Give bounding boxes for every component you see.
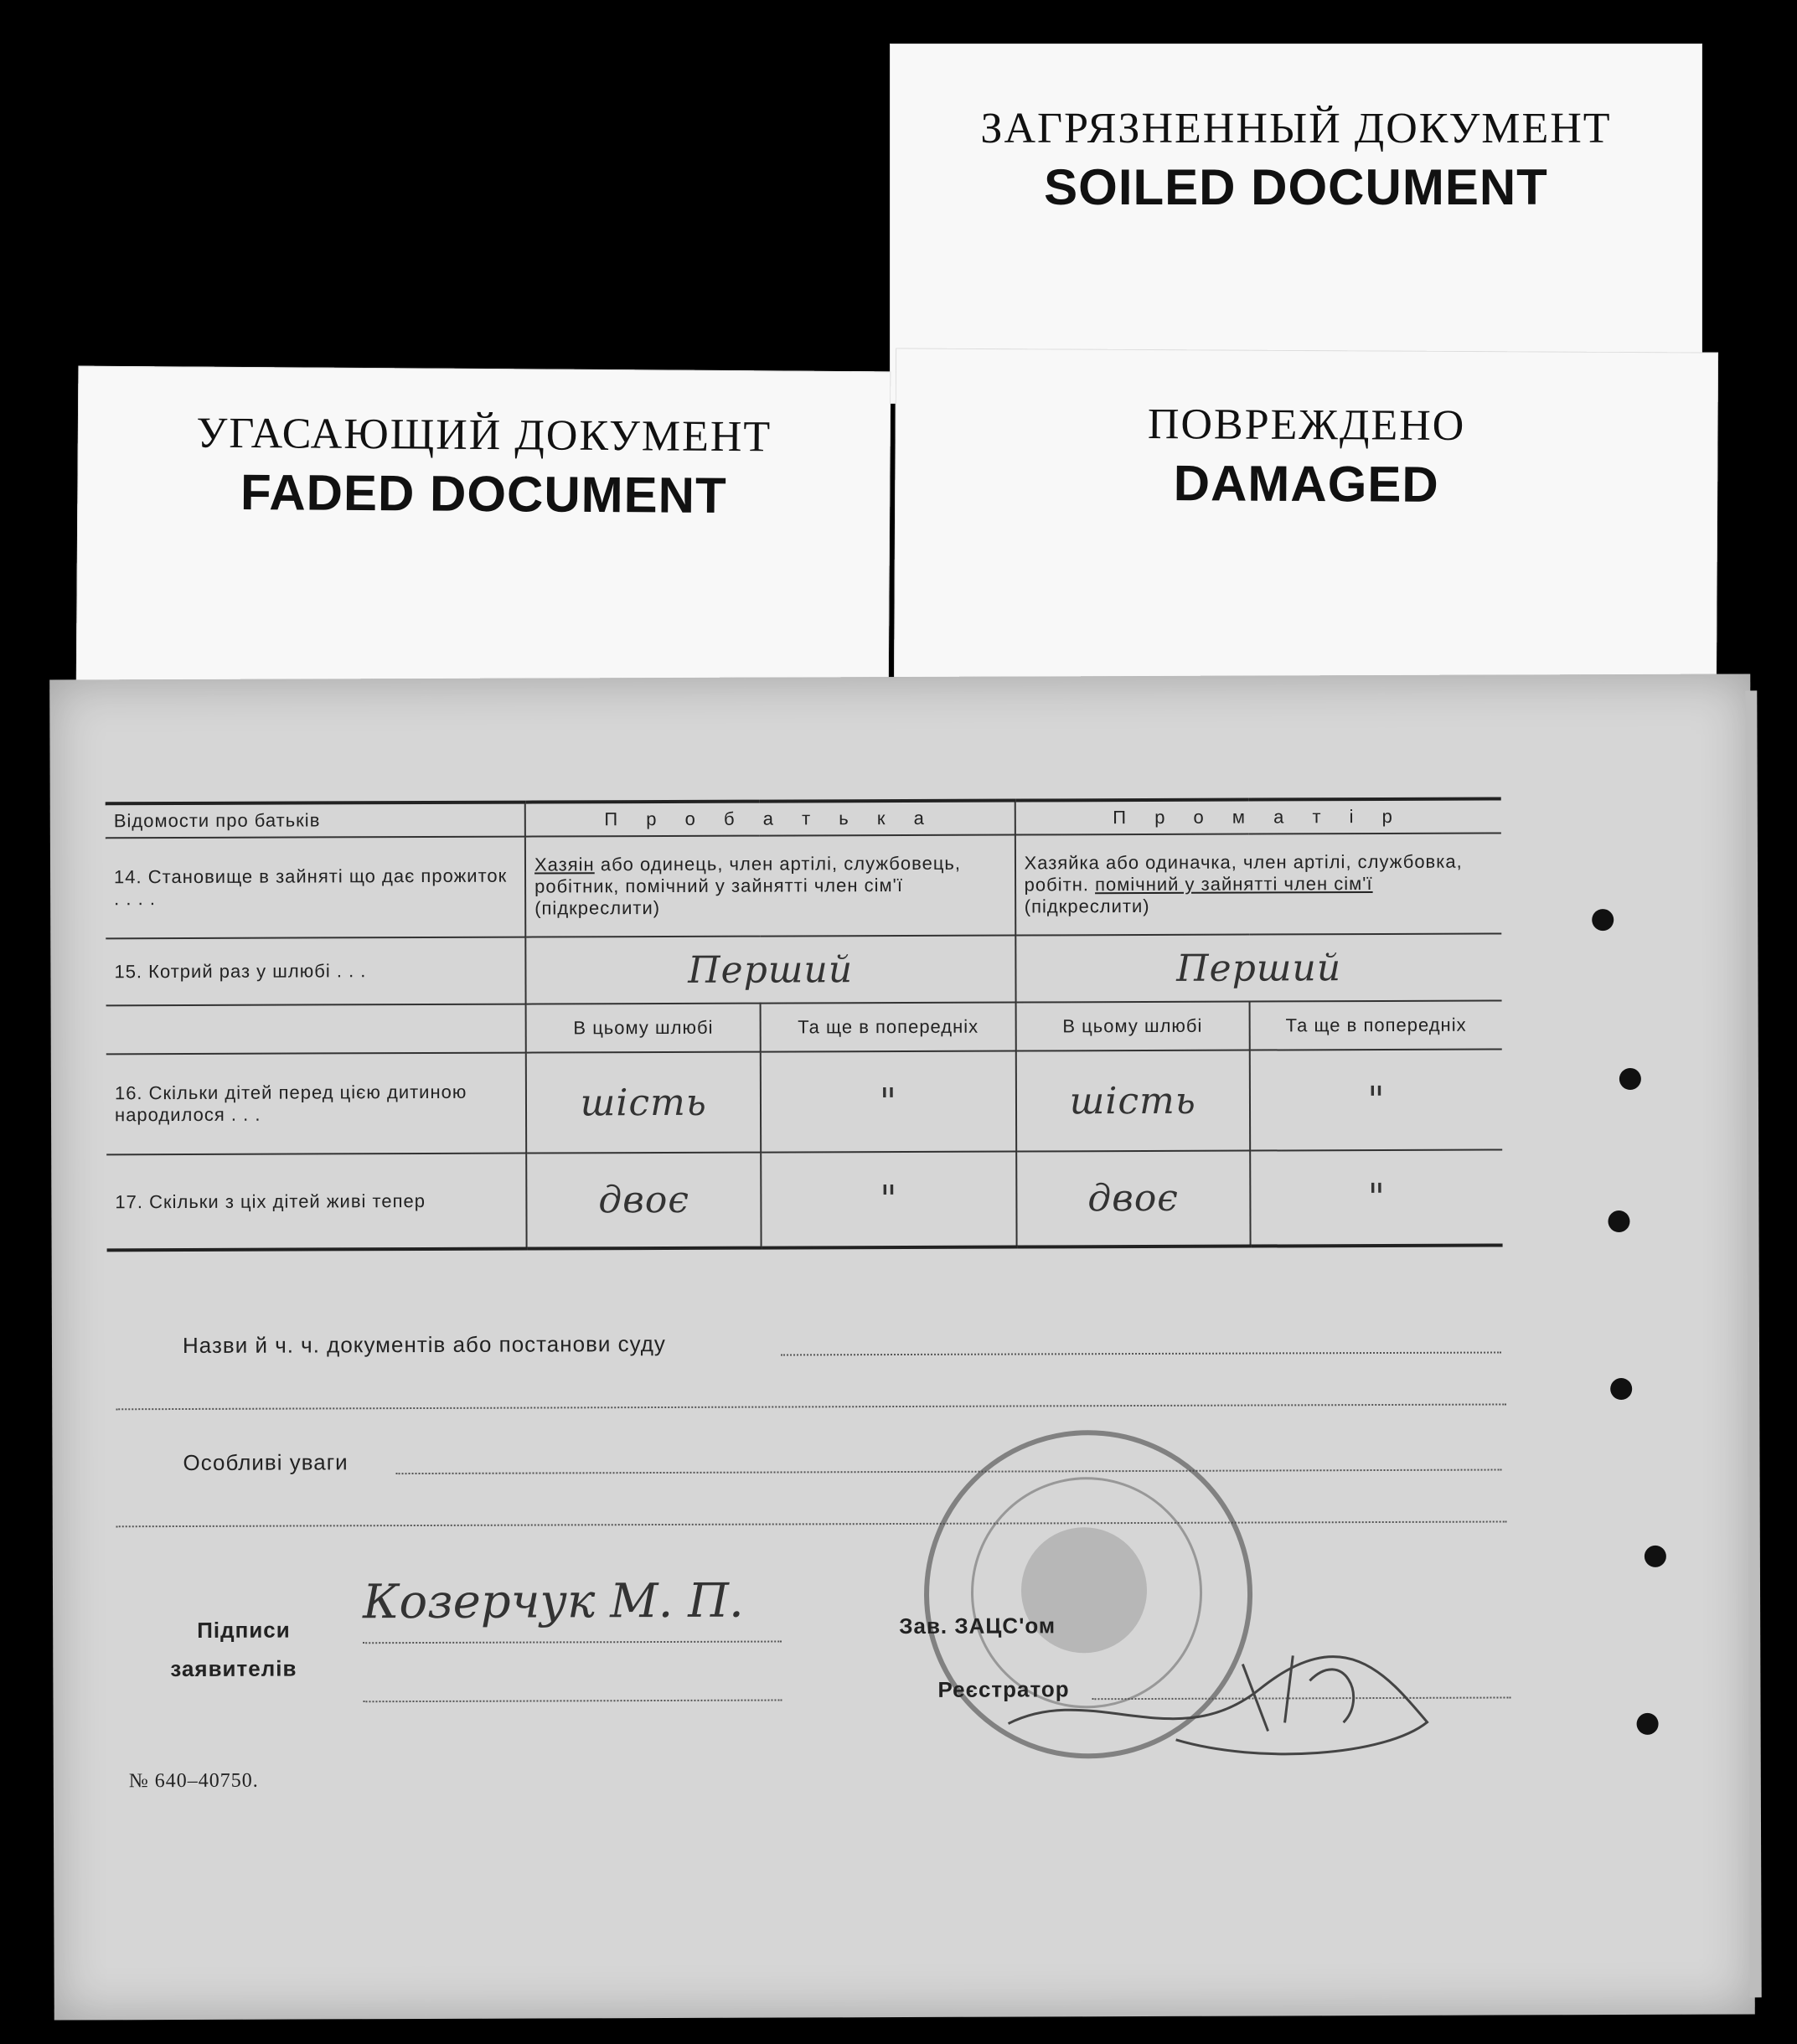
row14-label: 14. Становище в зайняті що дає прожиток . . . . — [106, 837, 525, 939]
soiled-label-en: SOILED DOCUMENT — [1044, 159, 1548, 215]
signatures-label-2: заявителів — [170, 1655, 297, 1682]
row17-father-prev: " — [762, 1152, 1016, 1248]
row14-mother — [1015, 834, 1501, 936]
documents-line — [781, 1352, 1501, 1356]
faded-document-label — [76, 366, 891, 707]
row15-label: 15. Котрий раз у шлюбі . . . — [106, 937, 525, 1006]
faded-label-en: FADED DOCUMENT — [240, 463, 727, 524]
row16-father-this: шість — [526, 1052, 762, 1154]
row17-label: 17. Скільки з ціх дітей живі тепер — [106, 1154, 526, 1251]
notes-line-2 — [116, 1520, 1507, 1527]
punch-hole — [1608, 1210, 1629, 1232]
documents-line-2 — [116, 1403, 1506, 1410]
subheader-father-prev: Та ще в попередніх — [761, 1003, 1015, 1052]
row16-label: 16. Скільки дітей перед цією дитиною народилося . . . — [106, 1053, 526, 1155]
row16-mother-prev: " — [1250, 1049, 1503, 1150]
punch-hole — [1645, 1546, 1666, 1567]
registrar-signature — [991, 1630, 1461, 1766]
punch-hole — [1610, 1378, 1632, 1400]
registration-form-sheet — [49, 674, 1755, 2020]
row15-mother-value: Перший — [1015, 934, 1502, 1003]
punch-hole — [1637, 1713, 1659, 1735]
punch-hole — [1619, 1068, 1641, 1090]
head-label: Зав. ЗАЦС'ом — [899, 1613, 1056, 1639]
row15-father-value: Перший — [525, 936, 1015, 1004]
faded-label-ru: УГАСАЮЩИЙ ДОКУМЕНТ — [196, 409, 772, 462]
subheader-mother-this: В цьому шлюбі — [1015, 1002, 1250, 1051]
registrar-label: Реєстратор — [937, 1676, 1070, 1702]
form-number: № 640–40750. — [128, 1769, 259, 1793]
damaged-label-ru: ПОВРЕЖДЕНО — [1147, 400, 1466, 450]
notes-label: Особливі уваги — [183, 1449, 349, 1475]
damaged-document-label — [894, 348, 1718, 697]
row16-father-prev: " — [761, 1051, 1015, 1153]
row14-father-selected: Хазяін — [534, 854, 595, 875]
subheader-father-this: В цьому шлюбі — [526, 1004, 762, 1053]
row16-mother-this: шість — [1015, 1050, 1250, 1152]
row14-mother-options-a: Хазяйка або одиначка, член артілі, службовка, робітн. — [1024, 850, 1463, 896]
subheader-mother-prev: Та ще в попередніх — [1249, 1000, 1501, 1050]
row17-mother-prev: " — [1250, 1149, 1503, 1246]
row14-father — [525, 835, 1015, 937]
header-mother: П р о м а т і р — [1015, 799, 1501, 835]
documents-label: Назви й ч. ч. документів або постанови суду — [182, 1330, 666, 1358]
sheet-edge — [1745, 690, 1761, 1997]
row14-mother-selected: помічний у зайнятті член сім'ї — [1095, 873, 1373, 896]
header-father: П р о б а т ь к а — [525, 801, 1015, 837]
applicant-signature: Козерчук М. П. — [362, 1573, 744, 1630]
row14-mother-options-b: (підкреслити) — [1024, 895, 1150, 917]
header-info: Відомости про батьків — [106, 803, 525, 839]
row17-mother-this: двоє — [1016, 1151, 1251, 1247]
parents-info-table — [106, 797, 1503, 1252]
signature-line-2 — [363, 1700, 782, 1703]
notes-line — [396, 1469, 1502, 1475]
row14-father-options: або одинець, член артілі, службовець, робітник, помічний у зайнятті член сім'ї (підкреслити) — [534, 852, 962, 919]
row17-father-this: двоє — [526, 1153, 762, 1249]
subheader-blank — [106, 1004, 526, 1055]
damaged-label-en: DAMAGED — [1173, 455, 1439, 513]
signatures-label-1: Підписи — [197, 1617, 291, 1643]
punch-hole — [1592, 909, 1614, 931]
soiled-label-ru: ЗАГРЯЗНЕННЫЙ ДОКУМЕНТ — [980, 105, 1612, 152]
signature-line-1 — [363, 1641, 782, 1644]
